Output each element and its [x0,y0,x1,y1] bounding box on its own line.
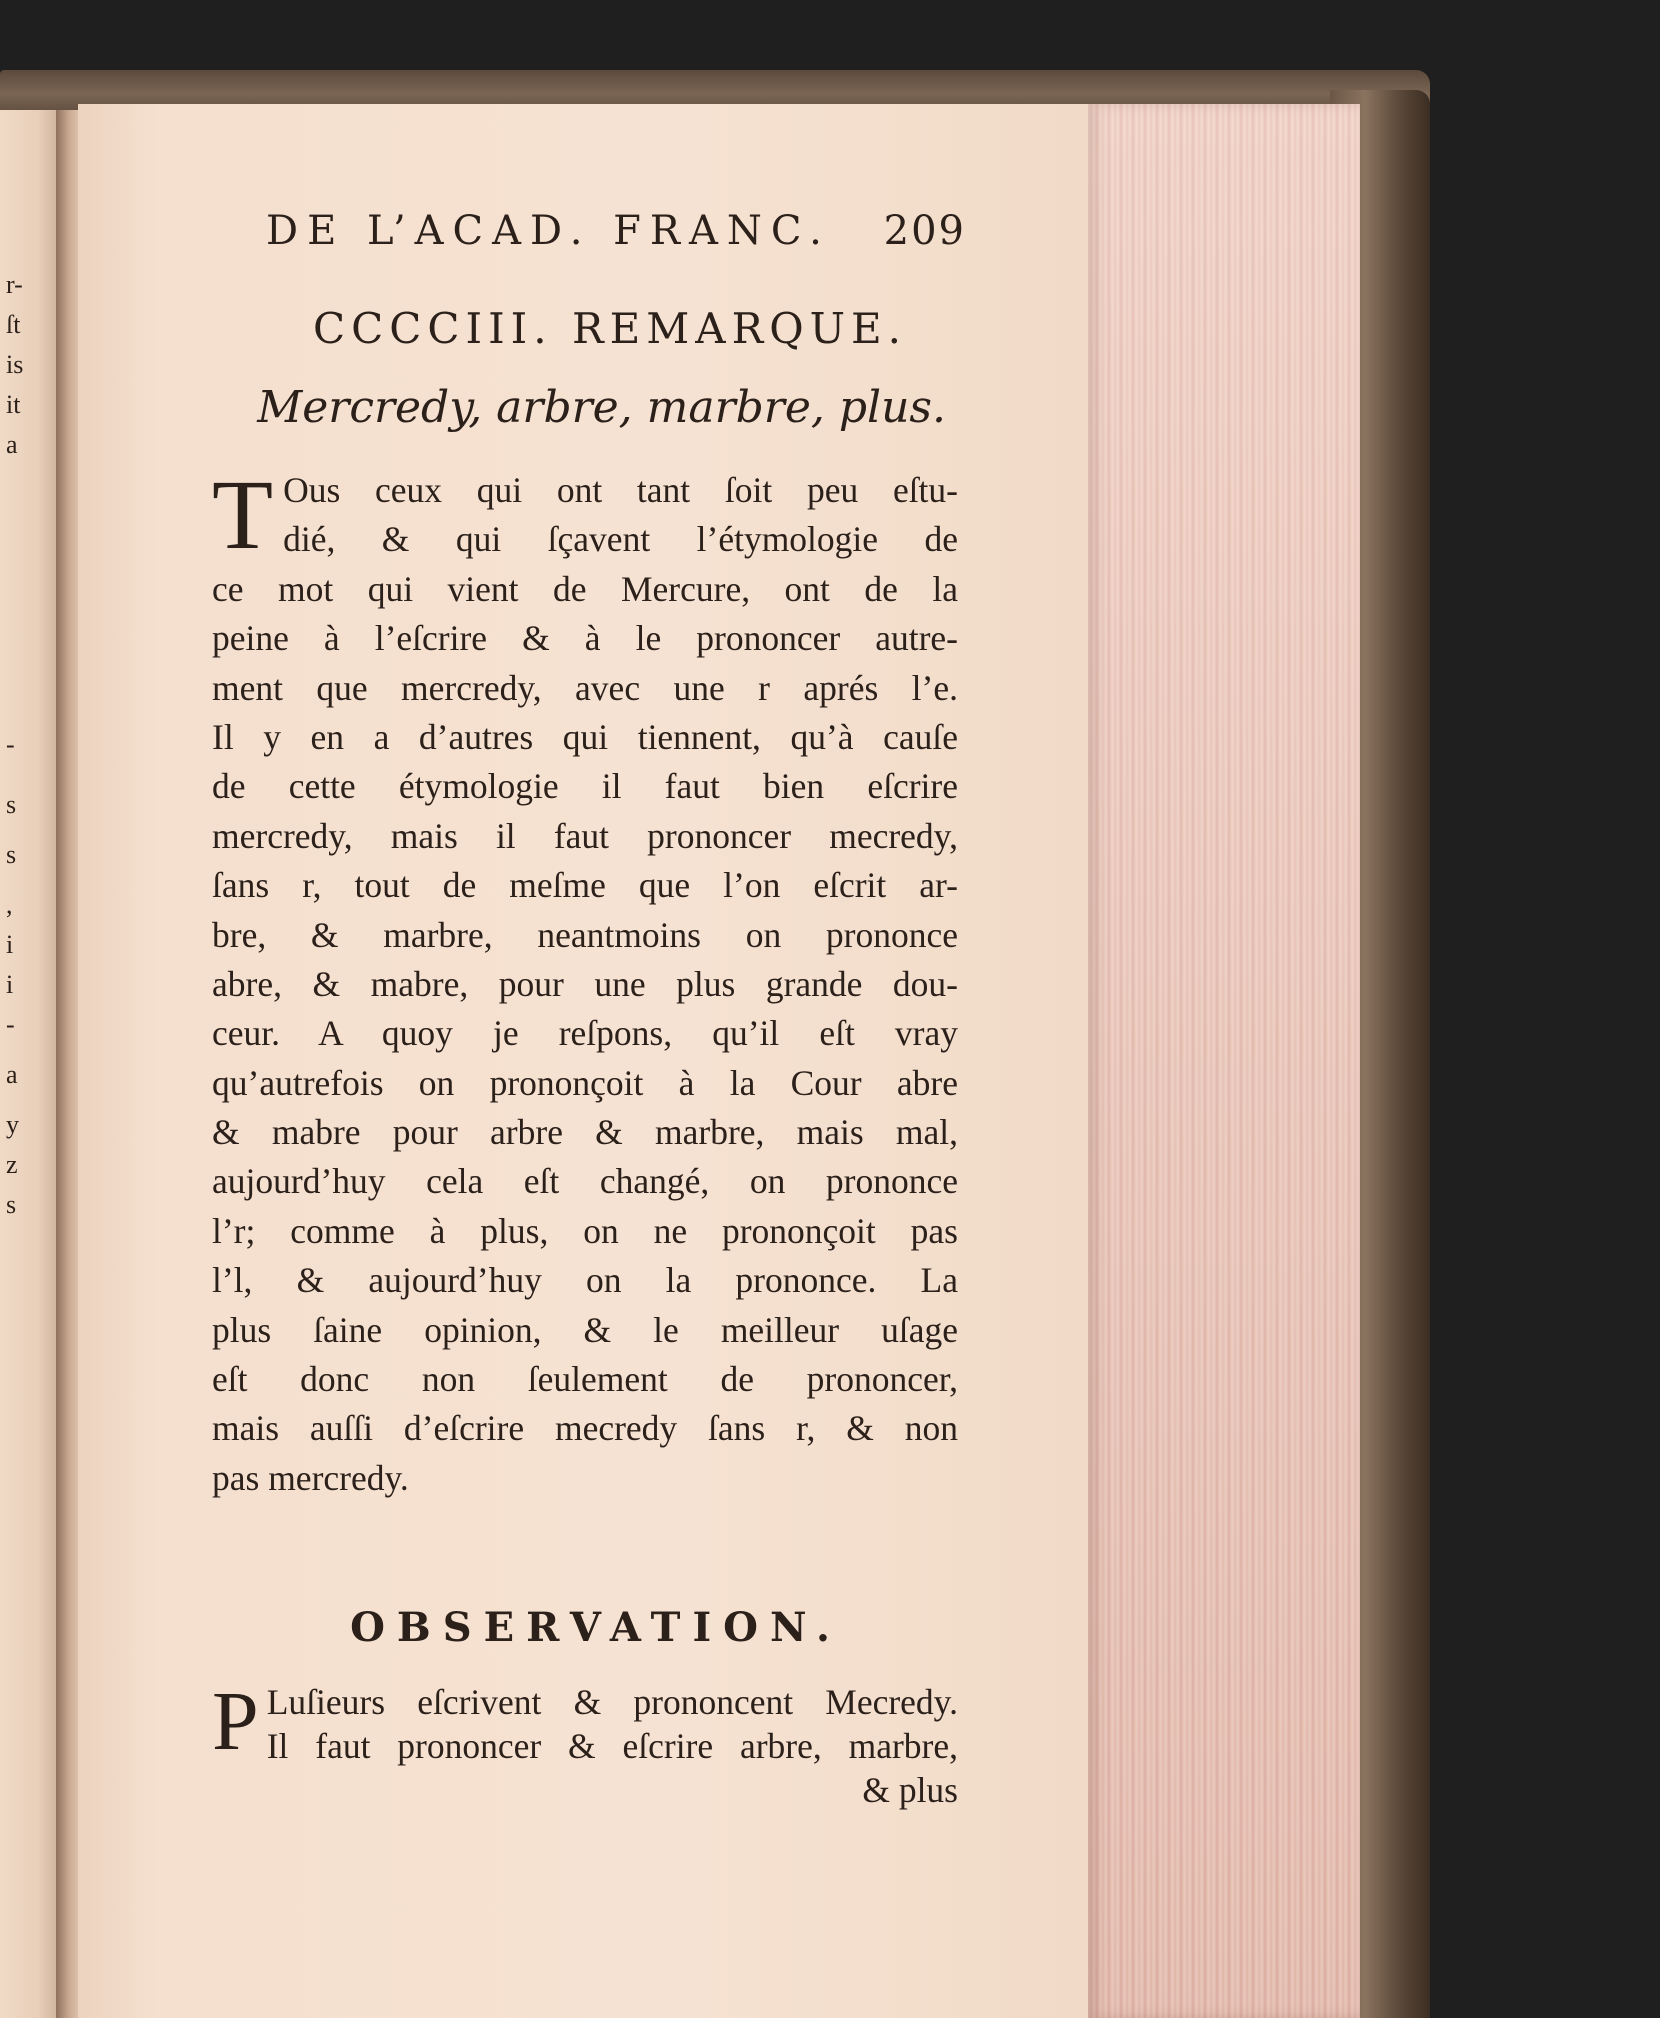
text-line: Luſieurs eſcrivent & prononcent Mecredy. [266,1682,958,1722]
text-line: mercredy, mais il faut prononcer mecredy, [212,815,958,856]
left-fragment: s [6,840,17,869]
text-line: mais auſſi d’eſcrire mecredy ſans r, & non [212,1408,958,1449]
text-line: aujourd’huy cela eſt changé, on prononce [212,1161,958,1202]
text-line: abre, & mabre, pour une plus grande dou- [212,963,958,1004]
text-line: bre, & marbre, neantmoins on prononce [212,914,958,955]
left-fragment: a [6,430,18,459]
observation-title: OBSERVATION. [350,1604,842,1651]
text-line: l’l, & aujourd’huy on la prononce. La [212,1260,958,1301]
text-line: & mabre pour arbre & marbre, mais mal, [212,1112,958,1153]
drop-cap: P [212,1675,259,1768]
text-line: pas mercredy. [212,1457,409,1498]
text-line: peine à l’eſcrire & à le prononcer autre- [212,618,958,659]
left-fragment: is [6,350,24,379]
catchword: & plus [862,1770,958,1810]
text-line: Il y en a d’autres qui tiennent, qu’à cauſe [212,716,958,757]
text-line: ce mot qui vient de Mercure, ont de la [212,568,958,609]
left-fragment: it [6,390,21,419]
text-line: qu’autrefois on prononçoit à la Cour abre [212,1062,958,1103]
left-page-edge [0,110,64,2018]
left-fragment: i [6,970,14,999]
page-fore-edge [1088,104,1360,2018]
text-line: ceur. A quoy je reſpons, qu’il eſt vray [212,1013,958,1054]
right-page [78,104,1090,2018]
left-fragment: a [6,1060,18,1089]
left-fragment: i [6,930,14,959]
left-fragment: r- [6,270,23,299]
left-fragment: z [6,1150,18,1179]
left-fragment: - [6,1010,15,1039]
page-number: 209 [883,208,966,254]
left-fragment: , [6,890,13,919]
text-line: plus ſaine opinion, & le meilleur uſage [212,1309,958,1350]
drop-cap: T [212,459,274,570]
observation-body [212,1675,958,1812]
text-line: eſt donc non ſeulement de prononcer, [212,1359,958,1400]
text-line: ſans r, tout de meſme que l’on eſcrit ar- [212,865,958,906]
text-line: Ous ceux qui ont tant ſoit peu eſtu- [283,470,958,510]
running-head-title: DE L’ACAD. FRANC. [266,208,831,254]
text-line: de cette étymologie il faut bien eſcrire [212,766,958,807]
remark-subject: Mercredy, arbre, marbre, plus. [257,382,946,433]
left-fragment: - [6,730,15,759]
left-fragment: ſt [6,310,21,339]
remark-body [212,459,958,1503]
text-line: ment que mercredy, avec une r aprés l’e. [212,667,958,708]
text-line: dié, & qui ſçavent l’étymologie de [283,519,958,560]
left-fragment: s [6,790,17,819]
open-book [0,70,1430,2018]
running-head [266,208,966,254]
left-fragment: s [6,1190,17,1219]
remark-title: CCCCIII. REMARQUE. [312,304,908,353]
left-fragment: y [6,1110,19,1139]
text-line: Il faut prononcer & eſcrire arbre, marbre, [266,1726,958,1766]
text-line: l’r; comme à plus, on ne prononçoit pas [212,1210,958,1251]
